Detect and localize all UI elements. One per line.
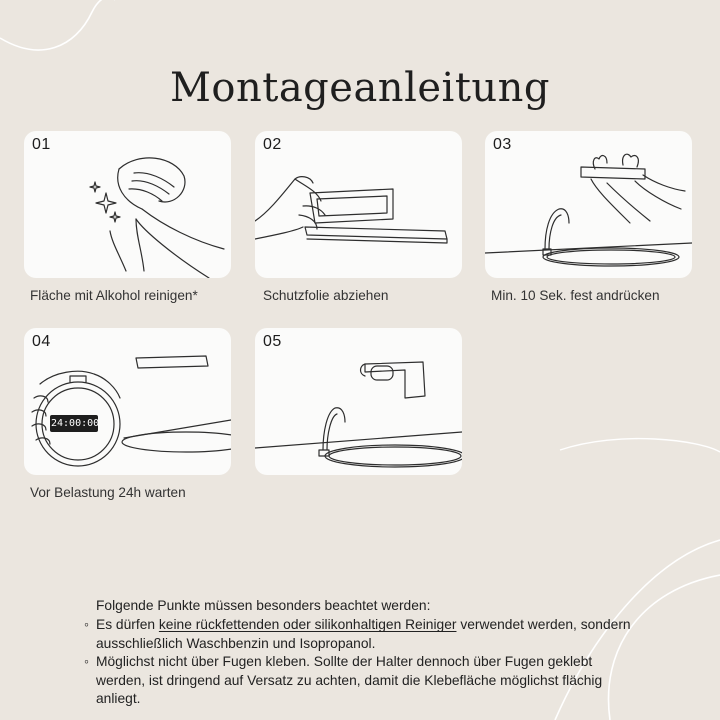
- step-04: [24, 328, 231, 500]
- step-card: [24, 328, 231, 475]
- paper-holder-installed-icon: [255, 328, 462, 475]
- note-text: verwendet werden, sondern ausschließlich Waschbenzin und Isopropanol.: [96, 617, 631, 651]
- step-number: 02: [263, 136, 282, 153]
- step-02: [255, 131, 462, 303]
- notes-title: Folgende Punkte müssen besonders beachtet werden:: [96, 598, 431, 613]
- bullet-icon: ◦: [84, 617, 89, 633]
- timer-display: 24:00:00: [51, 418, 100, 429]
- step-number: 05: [263, 333, 282, 350]
- step-number: 04: [32, 333, 51, 350]
- step-number: 03: [493, 136, 512, 153]
- step-card: [24, 131, 231, 278]
- step-number: 01: [32, 136, 51, 153]
- step-card: [255, 131, 462, 278]
- note-text: Möglichst nicht über Fugen kleben. Sollte der Halter dennoch über Fugen geklebt werden, ist dringend auf Versatz zu achten, damit die Klebefläche möglichst flächig anliegt.: [96, 654, 603, 707]
- notes-section: [84, 597, 644, 708]
- step-card: [485, 131, 692, 278]
- page-title: Montageanleitung: [169, 64, 551, 111]
- step-01: [24, 131, 231, 303]
- step-05: [255, 328, 462, 475]
- note-underlined-text: keine rückfettenden oder silikonhaltigen Reiniger: [158, 617, 457, 633]
- wipe-hand-icon: [24, 131, 231, 278]
- step-caption: Fläche mit Alkohol reinigen*: [30, 288, 198, 303]
- bullet-icon: ◦: [84, 654, 89, 670]
- press-holder-icon: [485, 131, 692, 278]
- peel-film-icon: [255, 131, 462, 278]
- note-item: [84, 616, 644, 653]
- note-item: [84, 653, 644, 708]
- stopwatch-icon: [24, 328, 231, 475]
- step-caption: Schutzfolie abziehen: [263, 288, 389, 303]
- step-caption: Min. 10 Sek. fest andrücken: [491, 288, 660, 303]
- note-text: Es dürfen: [96, 617, 159, 633]
- step-caption: Vor Belastung 24h warten: [30, 485, 186, 500]
- step-03: [485, 131, 692, 303]
- step-card: [255, 328, 462, 475]
